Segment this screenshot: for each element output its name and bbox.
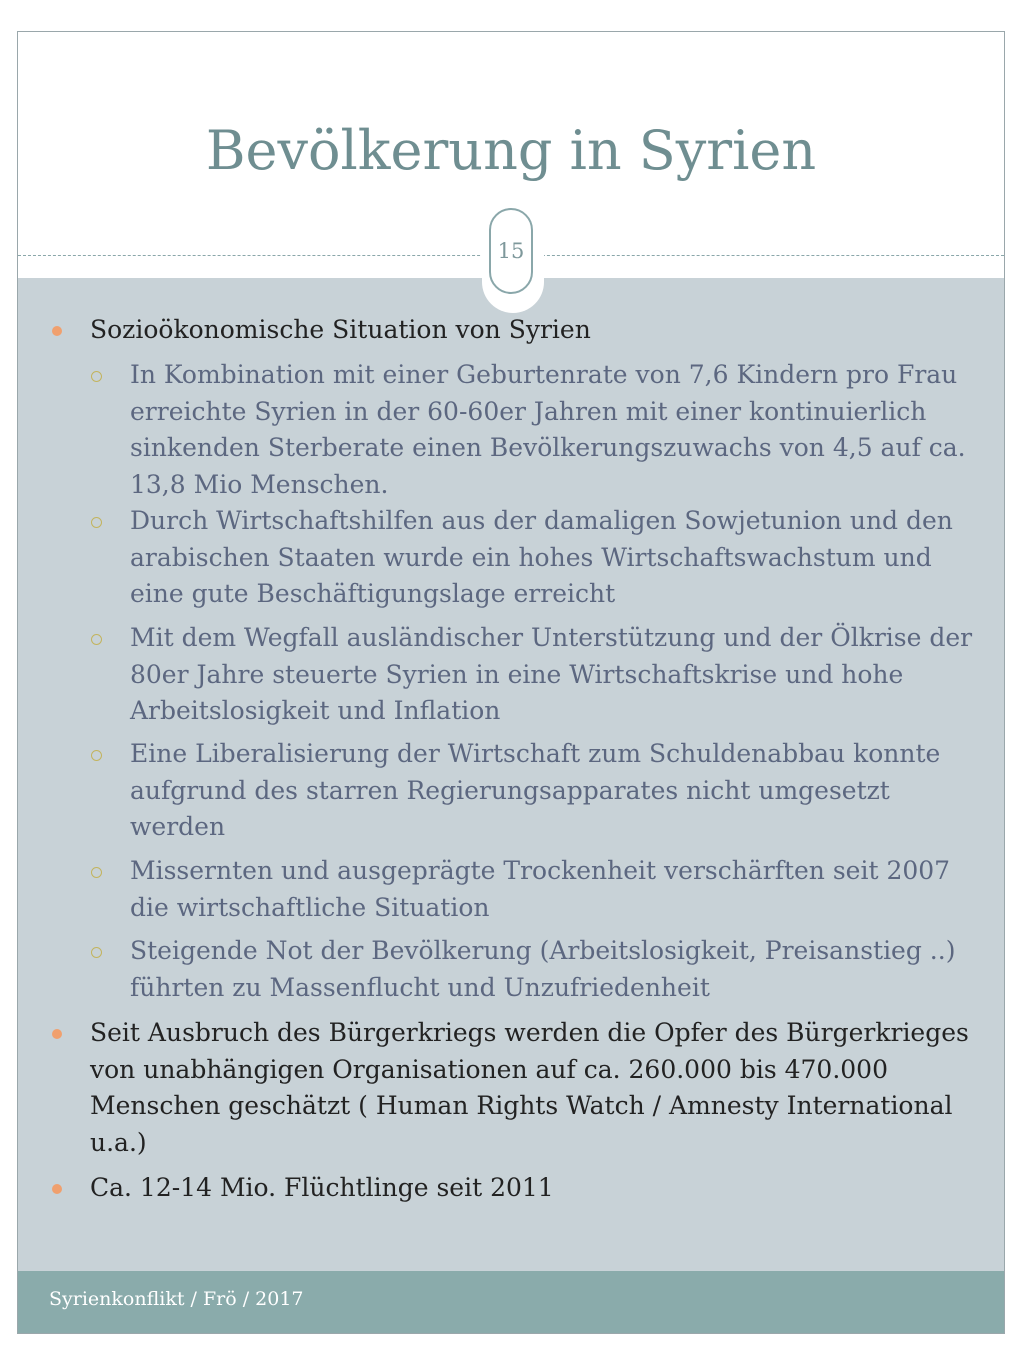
sub-bullet-item: Eine Liberalisierung der Wirtschaft zum Schuldenabbau konnte aufgrund des starren Regierungsapparates nicht umgesetzt werden <box>130 739 941 841</box>
slide <box>17 31 1005 1334</box>
bullet-item: Ca. 12-14 Mio. Flüchtlinge seit 2011 <box>90 1173 554 1202</box>
sub-bullet-ring-icon <box>91 867 102 878</box>
bullet-dot-icon <box>52 1029 62 1039</box>
sub-bullet-item: Steigende Not der Bevölkerung (Arbeitslosigkeit, Preisanstieg ..) führten zu Massenflucht und Unzufriedenheit <box>130 936 956 1002</box>
bullet-item: Sozioökonomische Situation von Syrien <box>90 315 591 344</box>
sub-bullet-ring-icon <box>91 947 102 958</box>
sub-bullet-item: In Kombination mit einer Geburtenrate von 7,6 Kindern pro Frau erreichte Syrien in der 60-60er Jahren mit einer kontinuierlich sinkenden Sterberate einen Bevölkerungszuwachs von 4,5 auf ca. 13,8 Mio Menschen. <box>130 360 966 499</box>
footer-text: Syrienkonflikt / Frö / 2017 <box>49 1288 304 1310</box>
sub-bullet-item: Mit dem Wegfall ausländischer Unterstützung und der Ölkrise der 80er Jahre steuerte Syrien in eine Wirtschaftskrise und hohe Arbeitslosigkeit und Inflation <box>130 623 973 725</box>
footer-bar <box>18 1271 1004 1333</box>
page-number: 15 <box>489 208 533 294</box>
sub-bullet-item: Missernten und ausgeprägte Trockenheit verschärften seit 2007 die wirtschaftliche Situation <box>130 856 951 922</box>
sub-bullet-ring-icon <box>91 750 102 761</box>
bullet-dot-icon <box>52 1184 62 1194</box>
bullet-dot-icon <box>52 326 62 336</box>
sub-bullet-ring-icon <box>91 371 102 382</box>
bullet-item: Seit Ausbruch des Bürgerkriegs werden die Opfer des Bürgerkrieges von unabhängigen Organisationen auf ca. 260.000 bis 470.000 Menschen geschätzt ( Human Rights Watch / Amnesty International u.a.) <box>90 1018 969 1157</box>
sub-bullet-ring-icon <box>91 517 102 528</box>
sub-bullet-ring-icon <box>91 634 102 645</box>
sub-bullet-item: Durch Wirtschaftshilfen aus der damaligen Sowjetunion und den arabischen Staaten wurde ein hohes Wirtschaftswachstum und eine gute Beschäftigungslage erreicht <box>130 506 953 608</box>
slide-title: Bevölkerung in Syrien <box>205 119 817 182</box>
content-area <box>18 278 1004 1271</box>
